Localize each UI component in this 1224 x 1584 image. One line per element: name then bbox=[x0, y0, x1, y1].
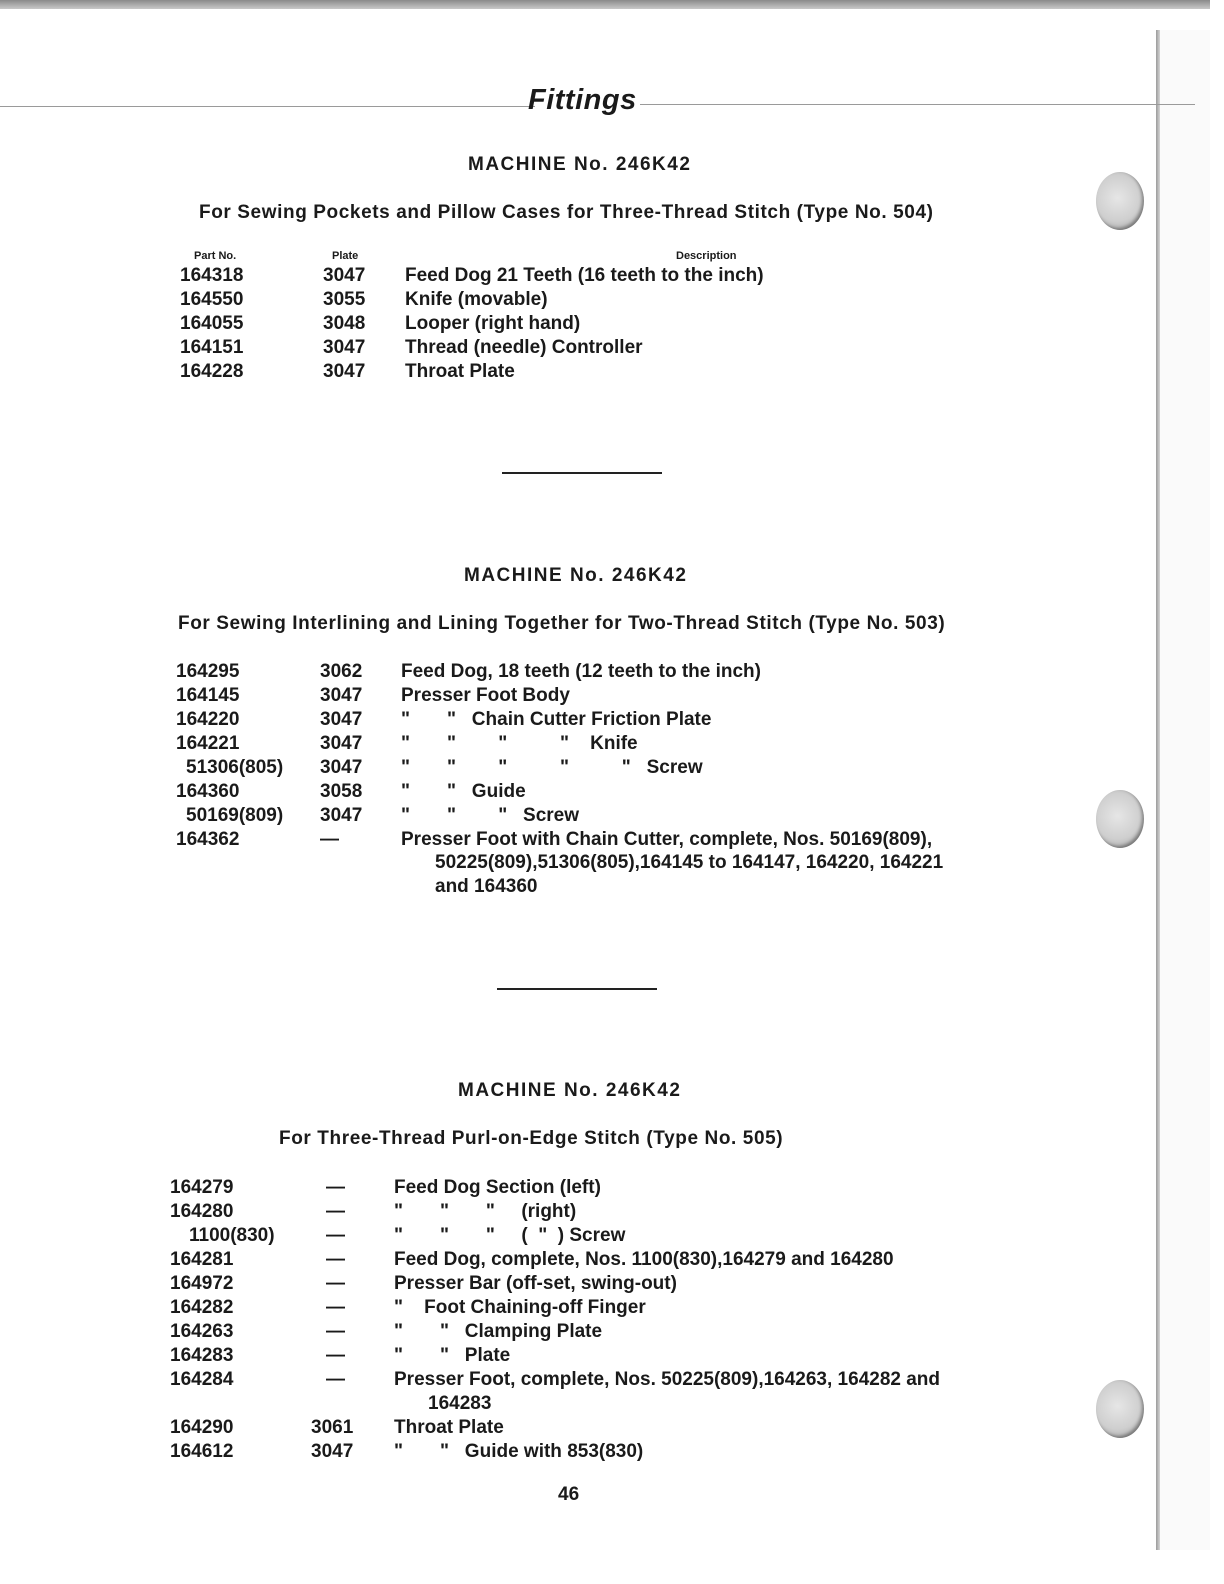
plate-number: 3047 bbox=[320, 709, 363, 730]
table-row bbox=[0, 685, 1100, 709]
table-row bbox=[0, 1273, 1100, 1297]
part-number: 164220 bbox=[176, 709, 240, 730]
table-row bbox=[0, 757, 1100, 781]
table-row bbox=[0, 1249, 1100, 1273]
part-description: " Foot Chaining-off Finger bbox=[394, 1297, 646, 1318]
column-header-description: Description bbox=[676, 250, 737, 262]
part-description: Looper (right hand) bbox=[405, 313, 581, 334]
plate-number: 3047 bbox=[311, 1441, 354, 1462]
part-description: Feed Dog 21 Teeth (16 teeth to the inch) bbox=[405, 265, 764, 286]
part-number: 164318 bbox=[180, 265, 244, 286]
part-number: 164263 bbox=[170, 1321, 234, 1342]
title-rule-left bbox=[0, 106, 535, 107]
table-row bbox=[0, 1201, 1100, 1225]
plate-number: 3048 bbox=[323, 313, 366, 334]
binder-hole bbox=[1096, 172, 1144, 230]
part-description: " " " " " Screw bbox=[401, 757, 703, 778]
part-number: 164295 bbox=[176, 661, 240, 682]
table-row bbox=[0, 805, 1100, 829]
part-description: " " Chain Cutter Friction Plate bbox=[401, 709, 712, 730]
table-row bbox=[0, 1225, 1100, 1249]
part-description: Throat Plate bbox=[405, 361, 515, 382]
part-description: Feed Dog, complete, Nos. 1100(830),164279 and 164280 bbox=[394, 1249, 894, 1270]
plate-number: — bbox=[326, 1321, 345, 1342]
plate-number: — bbox=[326, 1297, 345, 1318]
section-divider bbox=[502, 472, 662, 474]
binder-hole bbox=[1096, 790, 1144, 848]
plate-number: 3047 bbox=[320, 685, 363, 706]
table-row bbox=[0, 709, 1100, 733]
plate-number: — bbox=[326, 1273, 345, 1294]
description-continuation: 164283 bbox=[428, 1393, 492, 1414]
plate-number: 3061 bbox=[311, 1417, 354, 1438]
part-number: 164362 bbox=[176, 829, 240, 850]
table-row bbox=[0, 289, 1100, 313]
part-description: " " Guide with 853(830) bbox=[394, 1441, 644, 1462]
part-description: Presser Foot, complete, Nos. 50225(809),164263, 164282 and bbox=[394, 1369, 941, 1390]
plate-number: — bbox=[326, 1345, 345, 1366]
plate-number: 3047 bbox=[320, 757, 363, 778]
section-divider bbox=[497, 988, 657, 990]
part-description: Throat Plate bbox=[394, 1417, 504, 1438]
table-row bbox=[0, 1417, 1100, 1441]
plate-number: 3058 bbox=[320, 781, 363, 802]
part-number: 164972 bbox=[170, 1273, 234, 1294]
part-description: " " Guide bbox=[401, 781, 526, 802]
table-row bbox=[0, 781, 1100, 805]
binder-hole bbox=[1096, 1380, 1144, 1438]
plate-number: — bbox=[326, 1369, 345, 1390]
part-description: " " " Screw bbox=[401, 805, 580, 826]
table-row bbox=[0, 313, 1100, 337]
plate-number: 3047 bbox=[320, 733, 363, 754]
table-row bbox=[0, 265, 1100, 289]
part-number: 164284 bbox=[170, 1369, 234, 1390]
part-number: 164228 bbox=[180, 361, 244, 382]
part-number: 164282 bbox=[170, 1297, 234, 1318]
part-number: 164279 bbox=[170, 1177, 234, 1198]
part-number: 51306(805) bbox=[186, 757, 284, 778]
plate-number: 3062 bbox=[320, 661, 363, 682]
plate-number: — bbox=[326, 1225, 345, 1246]
part-description: " " " (right) bbox=[394, 1201, 577, 1222]
plate-number: 3047 bbox=[320, 805, 363, 826]
table-row bbox=[0, 1345, 1100, 1369]
scan-top-edge bbox=[0, 0, 1210, 9]
part-description: Feed Dog, 18 teeth (12 teeth to the inch) bbox=[401, 661, 761, 682]
table-row bbox=[0, 337, 1100, 361]
table-row bbox=[0, 1297, 1100, 1321]
table-row bbox=[0, 829, 1100, 853]
table-row bbox=[0, 1369, 1100, 1393]
part-description: " " Clamping Plate bbox=[394, 1321, 603, 1342]
plate-number: 3047 bbox=[323, 337, 366, 358]
part-number: 164550 bbox=[180, 289, 244, 310]
part-description: Feed Dog Section (left) bbox=[394, 1177, 601, 1198]
part-number: 164281 bbox=[170, 1249, 234, 1270]
table-row bbox=[0, 1177, 1100, 1201]
page-margin bbox=[1160, 30, 1210, 1550]
section-machine-number: MACHINE No. 246K42 bbox=[458, 1080, 682, 1101]
part-description: " " " ( " ) Screw bbox=[394, 1225, 626, 1246]
part-description: Knife (movable) bbox=[405, 289, 548, 310]
plate-number: 3047 bbox=[323, 265, 366, 286]
section-machine-number: MACHINE No. 246K42 bbox=[464, 565, 688, 586]
part-number: 164055 bbox=[180, 313, 244, 334]
plate-number: — bbox=[326, 1177, 345, 1198]
plate-number: 3055 bbox=[323, 289, 366, 310]
part-number: 164221 bbox=[176, 733, 240, 754]
part-description: " " " " Knife bbox=[401, 733, 638, 754]
table-row bbox=[0, 1321, 1100, 1345]
part-number: 164290 bbox=[170, 1417, 234, 1438]
part-number: 164612 bbox=[170, 1441, 234, 1462]
part-number: 164145 bbox=[176, 685, 240, 706]
plate-number: 3047 bbox=[323, 361, 366, 382]
part-number: 164151 bbox=[180, 337, 244, 358]
part-number: 164283 bbox=[170, 1345, 234, 1366]
part-number: 164360 bbox=[176, 781, 240, 802]
table-row bbox=[0, 733, 1100, 757]
description-continuation: and 164360 bbox=[435, 876, 538, 897]
table-row bbox=[0, 1441, 1100, 1465]
part-description: Presser Foot Body bbox=[401, 685, 570, 706]
description-continuation: 50225(809),51306(805),164145 to 164147, 164220, 164221 bbox=[435, 852, 944, 873]
section-subtitle: For Sewing Interlining and Lining Together for Two-Thread Stitch (Type No. 503) bbox=[178, 613, 946, 634]
part-description: Presser Bar (off-set, swing-out) bbox=[394, 1273, 677, 1294]
table-row bbox=[0, 661, 1100, 685]
plate-number: — bbox=[326, 1201, 345, 1222]
scan-right-edge bbox=[1156, 30, 1160, 1550]
part-number: 50169(809) bbox=[186, 805, 284, 826]
column-header-plate: Plate bbox=[332, 250, 359, 262]
section-machine-number: MACHINE No. 246K42 bbox=[468, 154, 692, 175]
plate-number: — bbox=[326, 1249, 345, 1270]
part-description: Thread (needle) Controller bbox=[405, 337, 643, 358]
part-number: 1100(830) bbox=[189, 1225, 275, 1246]
page-number: 46 bbox=[558, 1484, 580, 1505]
part-number: 164280 bbox=[170, 1201, 234, 1222]
plate-number: — bbox=[320, 829, 339, 850]
section-subtitle: For Three-Thread Purl-on-Edge Stitch (Type No. 505) bbox=[279, 1128, 784, 1149]
column-header-part: Part No. bbox=[194, 250, 237, 262]
part-description: " " Plate bbox=[394, 1345, 511, 1366]
page-title: Fittings bbox=[528, 84, 637, 116]
table-row bbox=[0, 361, 1100, 385]
title-rule-right bbox=[640, 104, 1195, 105]
section-subtitle: For Sewing Pockets and Pillow Cases for Three-Thread Stitch (Type No. 504) bbox=[199, 202, 934, 223]
part-description: Presser Foot with Chain Cutter, complete, Nos. 50169(809), bbox=[401, 829, 933, 850]
